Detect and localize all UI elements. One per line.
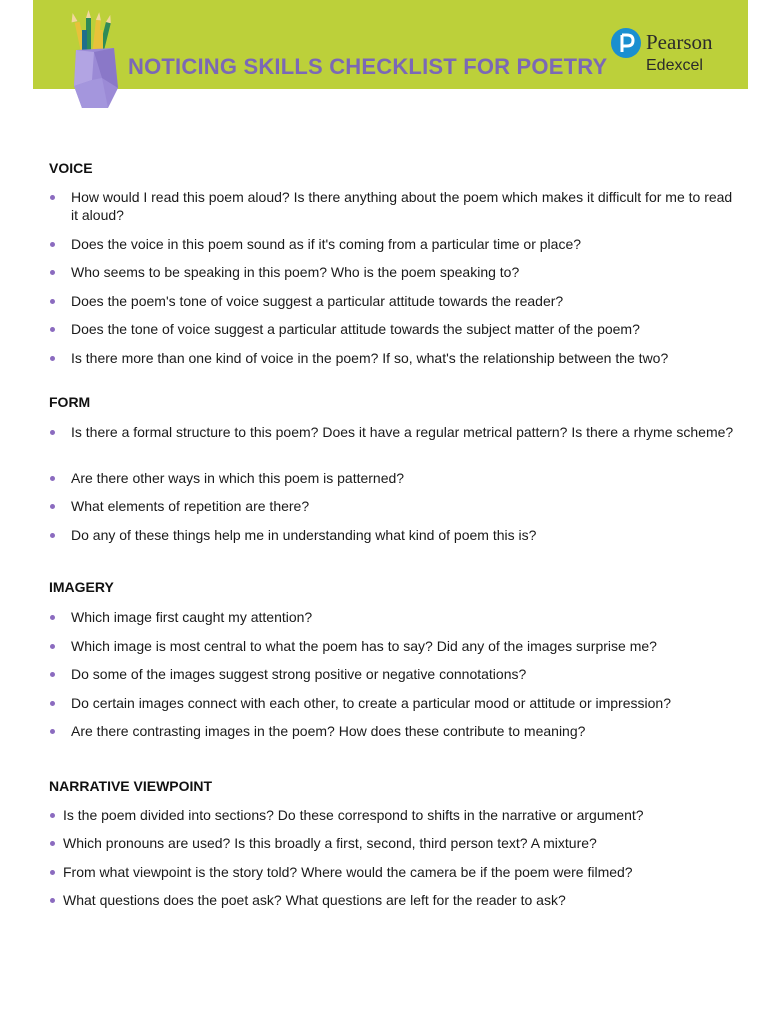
bullet-icon — [50, 270, 55, 275]
list-item-text: How would I read this poem aloud? Is there anything about the poem which makes it difficult for me to read it aloud? — [71, 189, 733, 223]
bullet-icon — [50, 644, 55, 649]
list-item-text: Does the poem's tone of voice suggest a particular attitude towards the reader? — [71, 293, 564, 309]
bullet-icon — [50, 533, 55, 538]
list-item-text: From what viewpoint is the story told? Where would the camera be if the poem were filmed? — [63, 864, 633, 880]
bullet-icon — [50, 672, 55, 677]
bullet-icon — [50, 242, 55, 247]
list-item-text: Is there a formal structure to this poem? Does it have a regular metrical pattern? Is there a rhyme scheme? — [71, 424, 734, 440]
list-item-text: Who seems to be speaking in this poem? Who is the poem speaking to? — [71, 264, 520, 280]
list-item-text: Do certain images connect with each other, to create a particular mood or attitude or impression? — [71, 695, 671, 711]
list-item-text: Which image first caught my attention? — [71, 609, 313, 625]
bullet-icon — [50, 615, 55, 620]
list-item-text: Do some of the images suggest strong positive or negative connotations? — [71, 666, 527, 682]
section-heading: IMAGERY — [49, 579, 114, 595]
list-item-text: Does the tone of voice suggest a particular attitude towards the subject matter of the poem? — [71, 321, 640, 337]
list-item-text: Which image is most central to what the poem has to say? Did any of the images surprise me? — [71, 638, 657, 654]
bullet-icon — [50, 870, 55, 875]
bullet-icon — [50, 841, 55, 846]
pearson-logo — [610, 27, 730, 79]
bullet-icon — [50, 729, 55, 734]
page-title: NOTICING SKILLS CHECKLIST FOR POETRY — [128, 54, 608, 79]
section-heading: FORM — [49, 394, 91, 410]
pearson-p-icon — [610, 27, 642, 59]
logo-subtitle: Edexcel — [646, 57, 703, 74]
list-item-text: Is the poem divided into sections? Do these correspond to shifts in the narrative or argument? — [63, 807, 644, 823]
bullet-icon — [50, 701, 55, 706]
bullet-icon — [50, 813, 55, 818]
bullet-icon — [50, 898, 55, 903]
list-item-text: Which pronouns are used? Is this broadly a first, second, third person text? A mixture? — [63, 835, 597, 851]
list-item-text: What elements of repetition are there? — [71, 498, 310, 514]
bullet-icon — [50, 430, 55, 435]
list-item-text: What questions does the poet ask? What questions are left for the reader to ask? — [63, 892, 566, 908]
bullet-icon — [50, 327, 55, 332]
section-heading: NARRATIVE VIEWPOINT — [49, 778, 213, 794]
logo-name: Pearson — [646, 30, 713, 54]
pencil-cup-icon — [64, 8, 128, 112]
bullet-icon — [50, 476, 55, 481]
list-item-text: Is there more than one kind of voice in the poem? If so, what's the relationship between the two? — [71, 350, 669, 366]
bullet-icon — [50, 504, 55, 509]
list-item-text: Does the voice in this poem sound as if it's coming from a particular time or place? — [71, 236, 582, 252]
list-item-text: Are there contrasting images in the poem? How does these contribute to meaning? — [71, 723, 586, 739]
bullet-icon — [50, 356, 55, 361]
section-heading: VOICE — [49, 160, 93, 176]
list-item-text: Do any of these things help me in understanding what kind of poem this is? — [71, 527, 537, 543]
bullet-icon — [50, 195, 55, 200]
bullet-icon — [50, 299, 55, 304]
list-item-text: Are there other ways in which this poem is patterned? — [71, 470, 405, 486]
